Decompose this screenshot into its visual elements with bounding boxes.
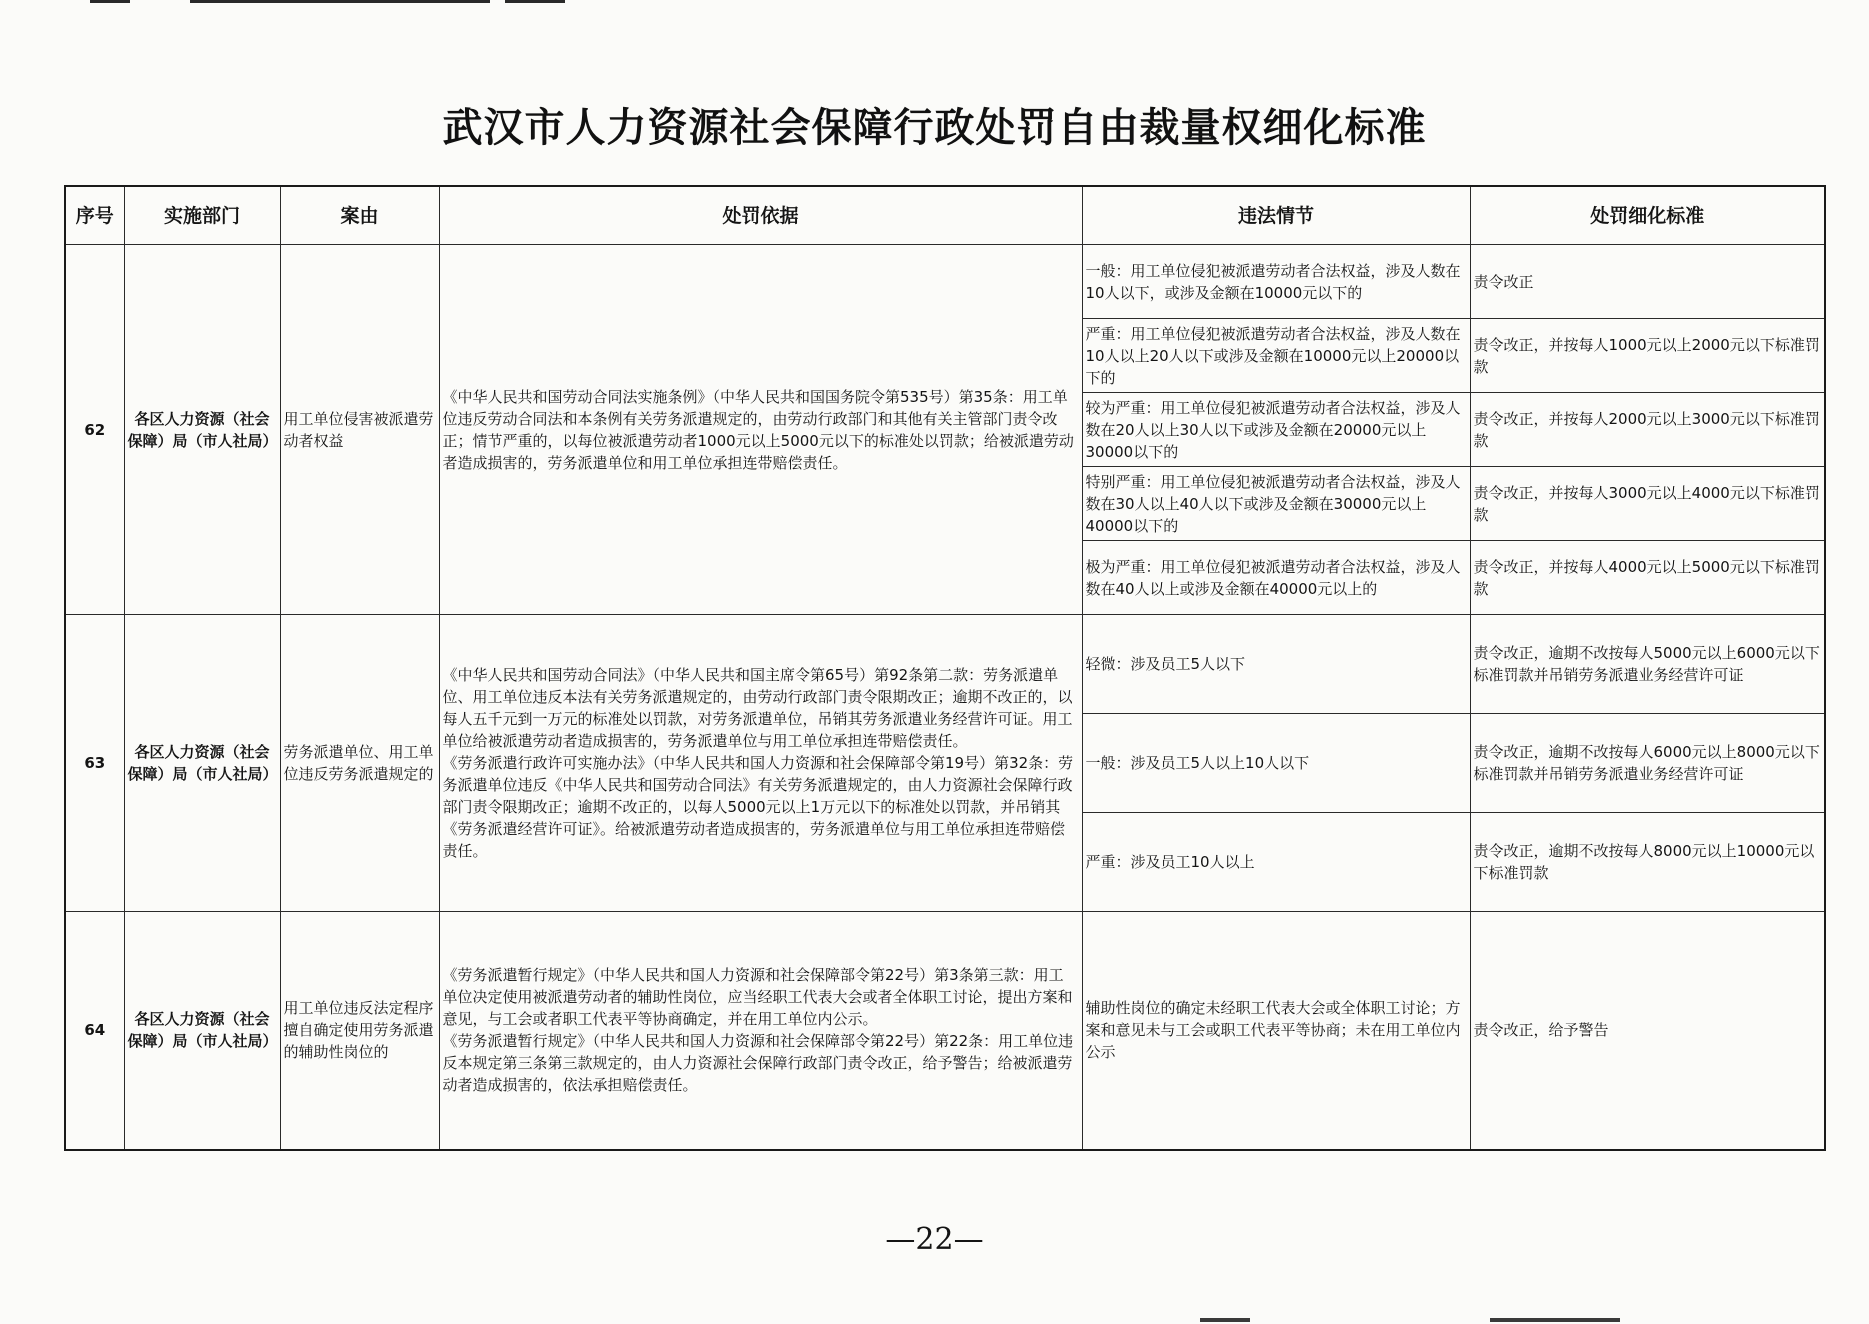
row-cause: 用工单位侵害被派遣劳动者权益 bbox=[280, 245, 439, 615]
violation-detail: 一般：涉及员工5人以上10人以下 bbox=[1082, 714, 1470, 813]
table-row bbox=[65, 245, 1825, 319]
penalty-standard: 责令改正，逾期不改按每人6000元以上8000元以下标准罚款并吊销劳务派遣业务经营许可证 bbox=[1470, 714, 1825, 813]
penalty-standard: 责令改正，并按每人4000元以上5000元以下标准罚款 bbox=[1470, 541, 1825, 615]
header-cause: 案由 bbox=[280, 186, 439, 245]
scan-edge-mark-bottom bbox=[1200, 1318, 1250, 1322]
header-penalty-standard: 处罚细化标准 bbox=[1470, 186, 1825, 245]
violation-detail: 较为严重：用工单位侵犯被派遣劳动者合法权益，涉及人数在20人以上30人以下或涉及金额在20000元以上30000以下的 bbox=[1082, 393, 1470, 467]
violation-detail: 严重：用工单位侵犯被派遣劳动者合法权益，涉及人数在10人以上20人以下或涉及金额在10000元以上20000以下的 bbox=[1082, 319, 1470, 393]
penalty-standard: 责令改正，给予警告 bbox=[1470, 912, 1825, 1150]
document-title: 武汉市人力资源社会保障行政处罚自由裁量权细化标准 bbox=[442, 104, 1427, 151]
penalty-standard: 责令改正，并按每人1000元以上2000元以下标准罚款 bbox=[1470, 319, 1825, 393]
row-cause: 劳务派遣单位、用工单位违反劳务派遣规定的 bbox=[280, 615, 439, 912]
penalty-standard: 责令改正，并按每人3000元以上4000元以下标准罚款 bbox=[1470, 467, 1825, 541]
row-cause: 用工单位违反法定程序擅自确定使用劳务派遣的辅助性岗位的 bbox=[280, 912, 439, 1150]
row-seq: 64 bbox=[65, 912, 124, 1150]
violation-detail: 轻微：涉及员工5人以下 bbox=[1082, 615, 1470, 714]
penalty-standards-table bbox=[64, 185, 1826, 1151]
violation-detail: 极为严重：用工单位侵犯被派遣劳动者合法权益，涉及人数在40人以上或涉及金额在40000元以上的 bbox=[1082, 541, 1470, 615]
row-department: 各区人力资源（社会保障）局（市人社局） bbox=[124, 615, 280, 912]
penalty-standard: 责令改正 bbox=[1470, 245, 1825, 319]
violation-detail: 严重：涉及员工10人以上 bbox=[1082, 813, 1470, 912]
row-department: 各区人力资源（社会保障）局（市人社局） bbox=[124, 245, 280, 615]
row-seq: 63 bbox=[65, 615, 124, 912]
violation-detail: 辅助性岗位的确定未经职工代表大会或全体职工讨论；方案和意见未与工会或职工代表平等协商；未在用工单位内公示 bbox=[1082, 912, 1470, 1150]
scan-edge-mark-bottom-right bbox=[1490, 1318, 1620, 1322]
penalty-standard: 责令改正，逾期不改按每人5000元以上6000元以下标准罚款并吊销劳务派遣业务经营许可证 bbox=[1470, 615, 1825, 714]
table-row bbox=[65, 615, 1825, 714]
row-basis: 《中华人民共和国劳动合同法》（中华人民共和国主席令第65号）第92条第二款：劳务派遣单位、用工单位违反本法有关劳务派遣规定的，由劳动行政部门责令限期改正；逾期不改正的，以每人五千元到一万元的标准处以罚款，对劳务派遣单位，吊销其劳务派遣业务经营许可证。用工单位给被派遣劳动者造成损害的，劳务派遣单位与用工单位承担连带赔偿责任。 《劳务派遣行政许可实施办法》（中华人民共和国人力资源和社会保障部令第19号）第32条：劳务派遣单位违反《中华人民共和国劳动合同法》有关劳务派遣规定的，由人力资源社会保障行政部门责令限期改正；逾期不改正的，以每人5000元以上1万元以下的标准处以罚款，并吊销其《劳务派遣经营许可证》。给被派遣劳动者造成损害的，劳务派遣单位与用工单位承担连带赔偿责任。 bbox=[439, 615, 1082, 912]
table-header-row bbox=[65, 186, 1825, 245]
header-seq: 序号 bbox=[65, 186, 124, 245]
penalty-standard: 责令改正，并按每人2000元以上3000元以下标准罚款 bbox=[1470, 393, 1825, 467]
scan-edge-marks bbox=[80, 0, 580, 6]
penalty-standard: 责令改正，逾期不改按每人8000元以上10000元以下标准罚款 bbox=[1470, 813, 1825, 912]
violation-detail: 特别严重：用工单位侵犯被派遣劳动者合法权益，涉及人数在30人以上40人以下或涉及金额在30000元以上40000以下的 bbox=[1082, 467, 1470, 541]
row-basis: 《中华人民共和国劳动合同法实施条例》（中华人民共和国国务院令第535号）第35条：用工单位违反劳动合同法和本条例有关劳务派遣规定的，由劳动行政部门和其他有关主管部门责令改正；情节严重的，以每位被派遣劳动者1000元以上5000元以下的标准处以罚款；给被派遣劳动者造成损害的，劳务派遣单位和用工单位承担连带赔偿责任。 bbox=[439, 245, 1082, 615]
row-seq: 62 bbox=[65, 245, 124, 615]
row-department: 各区人力资源（社会保障）局（市人社局） bbox=[124, 912, 280, 1150]
row-basis: 《劳务派遣暂行规定》（中华人民共和国人力资源和社会保障部令第22号）第3条第三款：用工单位决定使用被派遣劳动者的辅助性岗位，应当经职工代表大会或者全体职工讨论，提出方案和意见，与工会或者职工代表平等协商确定，并在用工单位内公示。 《劳务派遣暂行规定》（中华人民共和国人力资源和社会保障部令第22号）第22条：用工单位违反本规定第三条第三款规定的，由人力资源社会保障行政部门责令改正，给予警告；给被派遣劳动者造成损害的，依法承担赔偿责任。 bbox=[439, 912, 1082, 1150]
violation-detail: 一般：用工单位侵犯被派遣劳动者合法权益，涉及人数在10人以下，或涉及金额在10000元以下的 bbox=[1082, 245, 1470, 319]
table-row bbox=[65, 912, 1825, 1150]
header-violation-detail: 违法情节 bbox=[1082, 186, 1470, 245]
header-department: 实施部门 bbox=[124, 186, 280, 245]
header-basis: 处罚依据 bbox=[439, 186, 1082, 245]
page-number: —22— bbox=[885, 1222, 984, 1257]
